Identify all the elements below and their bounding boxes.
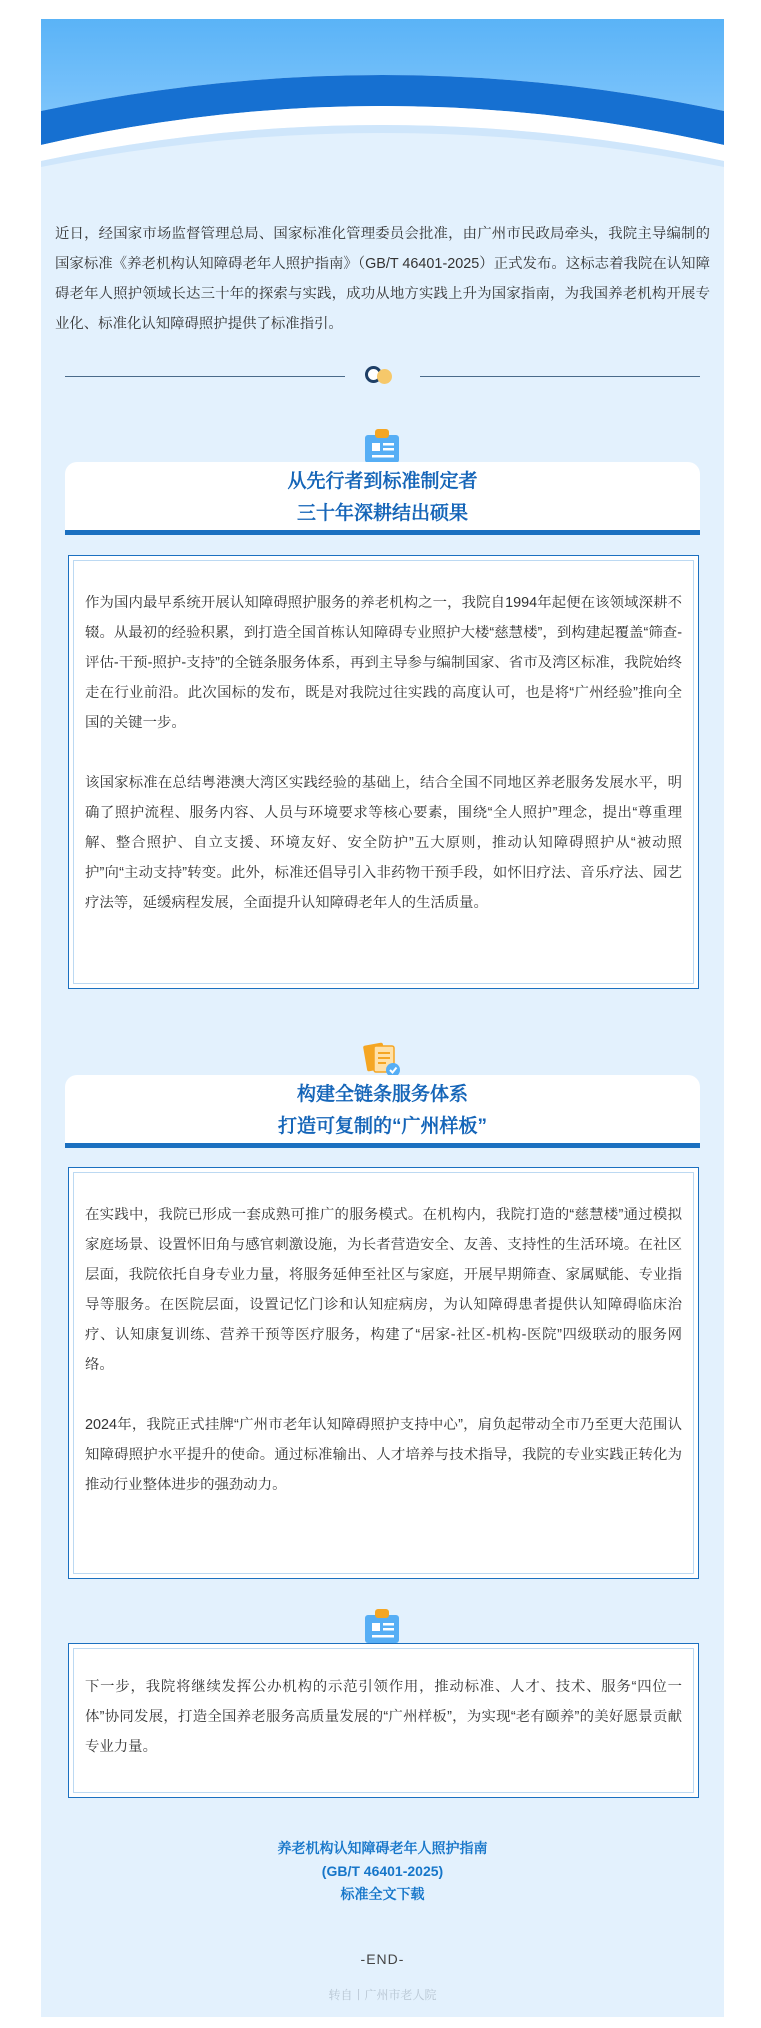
section-card-2 (68, 1167, 699, 1579)
section-title-2 (65, 1075, 700, 1148)
clipboard-icon (361, 1605, 403, 1647)
section-2-paragraph-2: 2024年，我院正式挂牌“广州市老年认知障碍照护支持中心”，肩负起带动全市乃至更大范围认知障碍照护水平提升的使命。通过标准输出、人才培养与技术指导，我院的专业实践正转化为推动行业整体进步的强劲动力。 (85, 1417, 682, 1493)
ornament-divider (65, 365, 700, 389)
standard-download-link-line1[interactable]: 养老机构认知障碍老年人照护指南 (277, 1840, 488, 1856)
section-1-paragraph-1: 作为国内最早系统开展认知障碍照护服务的养老机构之一，我院自1994年起便在该领域深耕不辍。从最初的经验积累，到打造全国首栋认知障碍专业照护大楼“慈慧楼”，到构建起覆盖“筛查-评估-干预-照护-支持”的全链条服务体系，再到主导参与编制国家、省市及湾区标准，我院始终走在行业前沿。此次国标的发布，既是对我院过往实践的高度认可，也是将“广州经验”推向全国的关键一步。 (85, 595, 682, 731)
divider-line-right (420, 376, 700, 377)
source-credit: 转自丨广州市老人院 (328, 1988, 437, 2002)
section-title-2-line2: 打造可复制的“广州样板” (277, 1116, 487, 1137)
standard-download-link[interactable]: 标准全文下载 (340, 1886, 425, 1902)
section-title-2-line1: 构建全链条服务体系 (296, 1084, 468, 1105)
section-card-1 (68, 555, 699, 989)
article-page (41, 19, 724, 2017)
section-3-paragraph: 下一步，我院将继续发挥公办机构的示范引领作用，推动标准、人才、技术、服务“四位一体”协同发展，打造全国养老服务高质量发展的“广州样板”，为实现“老有颐养”的美好愿景贡献专业力量。 (85, 1679, 682, 1755)
header-wave-banner (41, 19, 724, 204)
documents-icon (361, 1038, 403, 1080)
end-marker: -END- (360, 1951, 405, 1967)
clipboard-icon (361, 425, 403, 467)
divider-dot (377, 369, 392, 384)
section-card-3 (68, 1643, 699, 1798)
divider-line-left (65, 376, 345, 377)
section-2-paragraph-1: 在实践中，我院已形成一套成熟可推广的服务模式。在机构内，我院打造的“慈慧楼”通过模拟家庭场景、设置怀旧角与感官刺激设施，为长者营造安全、友善、支持性的生活环境。在社区层面，我院依托自身专业力量，将服务延伸至社区与家庭，开展早期筛查、家属赋能、专业指导等服务。在医院层面，设置记忆门诊和认知症病房，为认知障碍患者提供认知障碍临床治疗、认知康复训练、营养干预等医疗服务，构建了“居家-社区-机构-医院”四级联动的服务网络。 (85, 1207, 682, 1373)
section-title-1-line1: 从先行者到标准制定者 (287, 471, 478, 492)
section-1-paragraph-2: 该国家标准在总结粤港澳大湾区实践经验的基础上，结合全国不同地区养老服务发展水平，明确了照护流程、服务内容、人员与环境要求等核心要素，围绕“全人照护”理念，提出“尊重理解、整合照护、自立支援、环境友好、安全防护”五大原则，推动认知障碍照护从“被动照护”向“主动支持”转变。此外，标准还倡导引入非药物干预手段，如怀旧疗法、音乐疗法、园艺疗法等，延缓病程发展，全面提升认知障碍老年人的生活质量。 (85, 775, 682, 911)
section-title-1 (65, 462, 700, 535)
intro-paragraph: 近日，经国家市场监督管理总局、国家标准化管理委员会批准，由广州市民政局牵头，我院主导编制的国家标准《养老机构认知障碍老年人照护指南》（GB/T 46401-2025）正式发布。这标志着我院在认知障碍老年人照护领域长达三十年的探索与实践，成功从地方实践上升为国家指南，为我国养老机构开展专业化、标准化认知障碍照护提供了标准指引。 (55, 226, 710, 332)
section-title-1-line2: 三十年深耕结出硕果 (296, 503, 468, 524)
standard-download-link-line2[interactable]: (GB/T 46401-2025) (321, 1863, 444, 1879)
